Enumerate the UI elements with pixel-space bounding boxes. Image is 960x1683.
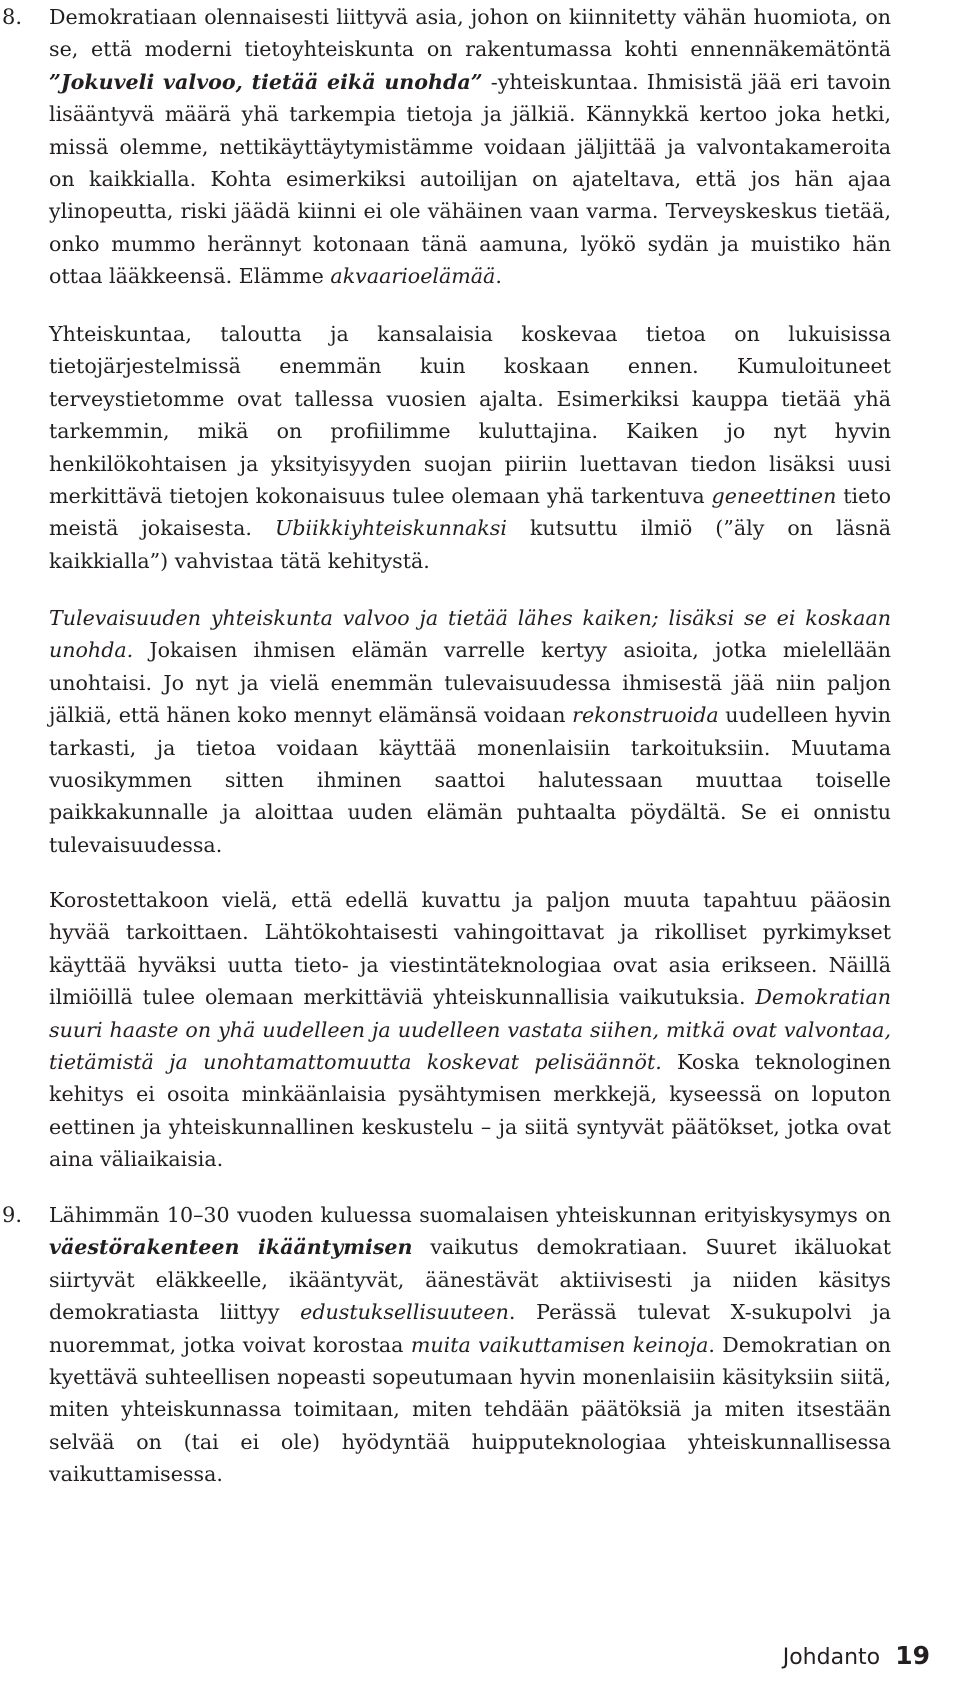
text-run: Demokratiaan olennaisesti liittyvä asia, johon on kiinnitetty vähän huomiota, on se, että moderni tietoyhteiskunta on rakentumassa kohti ennennäkemätöntä: [49, 5, 891, 62]
paragraph: [49, 318, 891, 577]
emphasis-text: Tulevaisuuden yhteiskunta valvoo ja tietää lähes kaiken; lisäksi se ei koskaan unohda.: [49, 606, 891, 663]
paragraph: [49, 602, 891, 861]
emphasis-text: väestörakenteen ikääntymisen: [49, 1235, 413, 1260]
text-run: .: [495, 264, 502, 289]
emphasis-text: edustuksellisuuteen: [300, 1300, 509, 1325]
text-run: vaikutus demokratiaan. Suuret ikäluokat siirtyvät eläkkeelle, ikääntyvät, äänestävät aktiivisesti ja niiden käsitys demokratiasta liittyy: [49, 1235, 891, 1325]
emphasis-text: Demokratian suuri haaste on yhä uudelleen ja uudelleen vastata siihen, mitkä ovat valvontaa, tietämistä ja unohtamattomuutta koskevat pelisäännöt.: [49, 985, 891, 1075]
text-run: tieto meistä jokaisesta.: [49, 484, 891, 541]
text-run: Yhteiskuntaa, taloutta ja kansalaisia koskevaa tietoa on lukuisissa tietojärjestelmissä enemmän kuin koskaan ennen. Kumuloituneet terveystietomme ovat tallessa vuosien ajalta. Esimerkiksi kauppa tietää yhä tarkemmin, mikä on profiilimme kuluttajina. Kaiken jo nyt hyvin henkilökohtaisen ja yksityisyyden suojan piiriin luettavan tiedon lisäksi uusi merkittävä tietojen kokonaisuus tulee olemaan yhä tarkentuva: [49, 322, 891, 509]
text-run: -yhteiskuntaa. Ihmisistä jää eri tavoin lisääntyvä määrä yhä tarkempia tietoja ja jälkiä. Kännykkä kertoo joka hetki, missä olemme, nettikäyttäytymistämme voidaan jäljittää ja valvontakameroita on kaikkialla. Kohta esimerkiksi autoilijan on ajateltava, että jos hän ajaa ylinopeutta, riski jäädä kiinni ei ole vähäinen vaan varma. Terveyskeskus tietää, onko mummo herännyt kotonaan tänä aamuna, lyökö sydän ja muistiko hän ottaa lääkkeensä. Elämme: [49, 69, 892, 289]
emphasis-text: rekonstruoida: [572, 703, 719, 728]
emphasis-text: geneettinen: [711, 484, 837, 509]
paragraph: [49, 1, 891, 293]
text-run: Lähimmän 10–30 vuoden kuluessa suomalaisen yhteiskunnan erityiskysymys on: [49, 1203, 891, 1227]
emphasis-text: akvaarioelämää: [330, 264, 496, 289]
text-run: Jokaisen ihmisen elämän varrelle kertyy asioita, jotka mielellään unohtaisi. Jo nyt ja vielä enemmän tulevaisuudessa ihmisestä jää niin paljon jälkiä, että hänen koko mennyt elämänsä voidaan: [49, 638, 891, 728]
section-title: Johdanto: [782, 1645, 881, 1670]
item-number: 8.: [2, 5, 23, 29]
text-run: kutsuttu ilmiö (”äly on läsnä kaikkialla”) vahvistaa tätä kehitystä.: [49, 516, 891, 573]
text-run: . Perässä tulevat X-sukupolvi ja nuoremmat, jotka voivat korostaa: [49, 1300, 891, 1357]
emphasis-text: Ubiikkiyhteiskunnaksi: [274, 516, 507, 541]
page-number: 19: [895, 1641, 930, 1670]
text-run: uudelleen hyvin tarkasti, ja tietoa voidaan käyttää monenlaisiin tarkoituksiin. Muutama vuosikymmen sitten ihminen saattoi halutessaan muuttaa toiselle paikkakunnalle ja aloittaa uuden elämän puhtaalta pöydältä. Se ei onnistu tulevaisuudessa.: [49, 703, 891, 857]
page-footer: [783, 1641, 930, 1670]
paragraph: [49, 1199, 891, 1491]
text-run: Korostettakoon vielä, että edellä kuvattu ja paljon muuta tapahtuu pääosin hyvää tarkoittaen. Lähtökohtaisesti vahingoittavat ja rikolliset pyrkimykset käyttää hyväksi uutta tieto- ja viestintäteknologiaa ovat asia erikseen. Näillä ilmiöillä tulee olemaan merkittäviä yhteiskunnallisia vaikutuksia.: [49, 888, 891, 1010]
item-number: 9.: [2, 1203, 23, 1227]
text-run: . Demokratian on kyettävä suhteellisen nopeasti sopeutumaan hyvin monenlaisiin käsityksiin siitä, miten yhteiskunnassa toimitaan, miten tehdään päätöksiä ja miten itsestään selvää on (tai ei ole) hyödyntää huipputeknologiaa yhteiskunnallisessa vaikuttamisessa.: [49, 1332, 891, 1487]
emphasis-text: muita vaikuttamisen keinoja: [410, 1332, 709, 1357]
text-run: Koska teknologinen kehitys ei osoita minkäänlaisia pysähtymisen merkkejä, kyseessä on loputon eettinen ja yhteiskunnallinen keskustelu – ja siitä syntyvät päätökset, jotka ovat aina väliaikaisia.: [49, 1050, 891, 1172]
emphasis-text: ”Jokuveli valvoo, tietää eikä unohda”: [49, 69, 483, 94]
paragraph: [49, 884, 891, 1176]
